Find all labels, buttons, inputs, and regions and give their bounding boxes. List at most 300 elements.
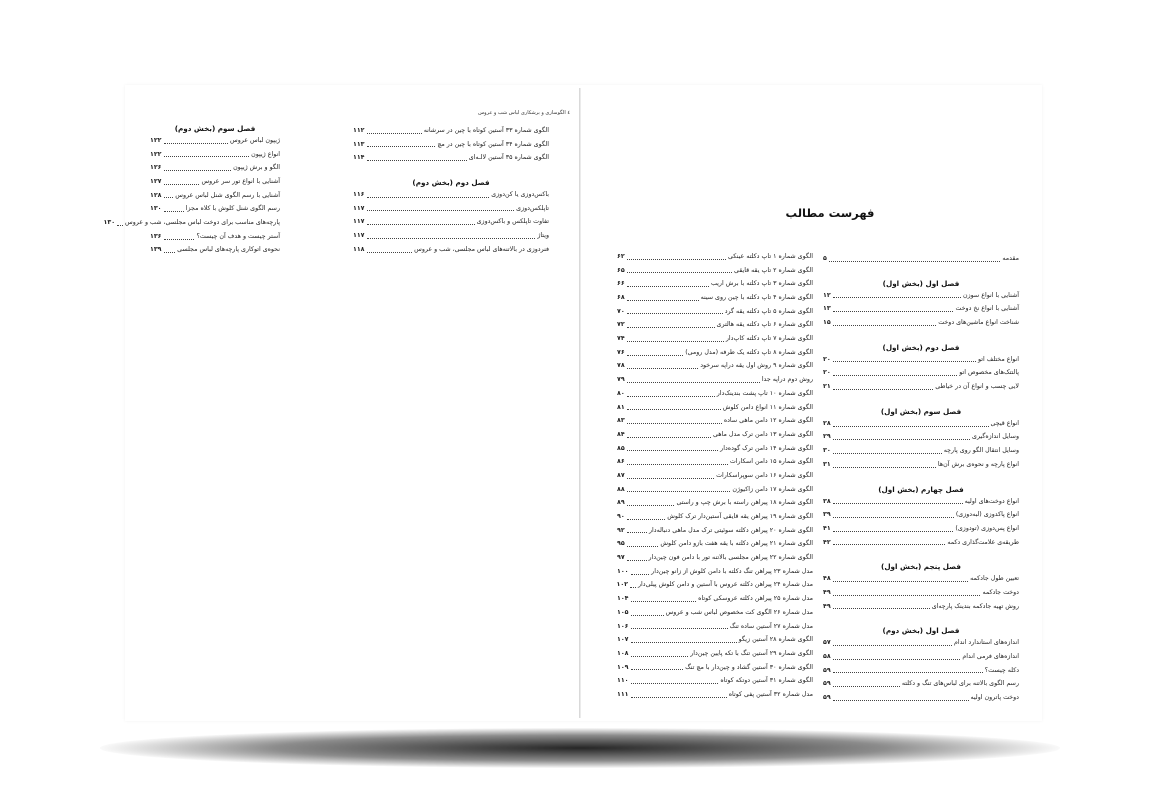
dot-leader [367, 197, 490, 198]
dot-leader [833, 700, 969, 701]
toc-entry [617, 360, 813, 374]
dot-leader [829, 261, 1001, 262]
toc-entry-page-number: ۱۱۷ [353, 204, 365, 212]
dot-leader [833, 531, 954, 532]
section-spacer [823, 330, 1019, 343]
toc-entry-title: الگوی شماره ۲۰ پیراهن دکلته سوئیتی ترک مدل ماهی دنباله‌دار [648, 526, 813, 534]
dot-leader [627, 546, 659, 547]
toc-entry-title: اندازه‌های استاندارد اندام [953, 639, 1019, 647]
toc-entry-page-number: ۶۶ [617, 280, 625, 288]
toc-entry-page-number: ۱۰۵ [617, 608, 629, 616]
toc-entry-page-number: ۱۳۰ [150, 205, 162, 213]
dot-leader [627, 505, 675, 506]
toc-entry [617, 510, 813, 524]
toc-entry-title: مدل شماره ۲۴ پیراهن دکلته عروس با آستین و دامن کلوش پیلی‌دار [638, 581, 813, 589]
toc-entry-title: وسایل اندازه‌گیری [972, 433, 1019, 441]
toc-entry-page-number: ۷۰ [617, 307, 625, 315]
toc-entry [150, 148, 280, 162]
dot-leader [833, 325, 937, 326]
toc-entry-page-number: ۱۱۴ [353, 154, 365, 162]
toc-entry [353, 138, 549, 152]
dot-leader [833, 672, 983, 673]
chapter-heading: فصل سوم (بخش دوم) [174, 124, 256, 133]
dot-leader [627, 519, 666, 520]
toc-entry-page-number: ۱۱۷ [353, 218, 365, 226]
toc-title: فهرست مطالب [785, 206, 875, 220]
toc-entry-page-number: ۹۰ [617, 513, 625, 521]
toc-entry [617, 537, 813, 551]
toc-entry [617, 455, 813, 469]
toc-entry-page-number: ۸۷ [617, 471, 625, 479]
dot-leader [833, 426, 989, 427]
toc-entry-title: الگوی شماره ۴ تاپ دکلته با چین روی سینه [700, 294, 813, 302]
toc-entry-page-number: ۱۱۱ [617, 690, 629, 698]
chapter-heading: فصل اول (بخش اول) [882, 278, 960, 288]
toc-entry [617, 674, 813, 688]
toc-entry-title: دکله چیست؟ [984, 666, 1019, 674]
toc-entry-title: الگوی شماره ۱۴ دامن ترک گوده‌دار [720, 444, 813, 452]
dot-leader [833, 503, 963, 504]
dot-leader [833, 595, 981, 596]
toc-entry-title: روش تهیه جادکمه بندینک پارچه‌ای [931, 602, 1019, 610]
toc-entry [617, 592, 813, 606]
toc-entry-page-number: ۱۱۰ [617, 677, 629, 685]
toc-entry-title: انواع پاکدوزی (لبه‌دوزی) [955, 511, 1019, 519]
toc-entry [353, 202, 549, 216]
dot-leader [631, 656, 689, 657]
toc-entry [823, 366, 1019, 380]
toc-entry-page-number: ۳۹ [823, 511, 831, 519]
toc-entry-title: الگوی شماره ۲۸ آستین زیگو [738, 636, 813, 644]
dot-leader [833, 375, 958, 376]
toc-entry-title: الگوی شماره ۳۱ آستین دوتکه کوتاه [720, 677, 813, 685]
toc-entry-page-number: ۱۲۷ [150, 178, 162, 186]
book-shadow [100, 728, 1060, 768]
dot-leader [627, 259, 726, 260]
chapter-heading: فصل پنجم (بخش اول) [881, 562, 961, 572]
toc-entry-title: نحوه‌ی اتوکاری پارچه‌های لباس مجلسی [177, 246, 280, 254]
toc-entry-page-number: ۶۲ [617, 252, 625, 260]
toc-entry-page-number: ۴۹ [823, 588, 831, 596]
dot-leader [833, 581, 968, 582]
dot-leader [367, 238, 536, 239]
toc-entry-page-number: ۸۴ [617, 430, 625, 438]
toc-entry-title: الگوی شماره ۳ تاپ دکلته با برش اریب [711, 280, 813, 288]
section-spacer [823, 472, 1019, 485]
dot-leader [164, 170, 232, 171]
toc-entry-title: الگوی شماره ۵ تاپ دکلته یقه گرد [724, 307, 813, 315]
toc-entry-title: مدل شماره ۲۵ پیراهن دکلته عروسکی کوتاه [698, 595, 813, 603]
toc-entry-title: اندازه‌های فرمی اندام [962, 653, 1019, 661]
toc-entry-page-number: ۵۹ [823, 694, 831, 702]
toc-entry-title: الگوی شماره ۲۹ آستین تنگ با تکه پایین چین‌دار [690, 649, 813, 657]
toc-entry-title: الگوی شماره ۲ تاپ یقه قایقی [734, 266, 813, 274]
toc-entry-page-number: ۸۳ [617, 417, 625, 425]
toc-entry [617, 633, 813, 647]
toc-entry-page-number: ۱۱۸ [353, 245, 365, 253]
dot-leader [833, 389, 934, 390]
toc-entry-page-number: ۹۲ [617, 526, 625, 534]
toc-entry-title: انواع قیچی [990, 419, 1019, 427]
toc-entry [823, 380, 1019, 394]
toc-entry-page-number: ۱۵ [823, 319, 831, 327]
section-spacer [353, 165, 549, 178]
dot-leader [833, 645, 952, 646]
toc-entry-title: آستر چیست و هدف آن چیست؟ [196, 232, 280, 240]
toc-entry-page-number: ۶۵ [617, 266, 625, 274]
dot-leader [164, 184, 200, 185]
toc-entry [353, 229, 549, 243]
dot-leader [833, 686, 900, 687]
toc-entry-title: مدل شماره ۲۶ الگوی کت مخصوص لباس شب و عروس [665, 608, 813, 616]
toc-entry-page-number: ۳۸ [823, 497, 831, 505]
toc-entry-title: الگوی شماره ۱۵ دامن اسکارات [729, 458, 813, 466]
toc-entry-title: آشنایی با انواع تور سر عروس [201, 178, 280, 186]
toc-column-right-page-b [617, 250, 813, 702]
dot-leader [164, 252, 176, 253]
toc-entry-page-number: ۱۰۷ [617, 636, 629, 644]
dot-leader [164, 143, 229, 144]
toc-entry-title: الگوی شماره ۸ تاپ دکلته یک طرفه (مدل رومی) [685, 348, 813, 356]
toc-entry [823, 495, 1019, 509]
section-spacer [823, 549, 1019, 562]
dot-leader [117, 225, 123, 226]
toc-entry [617, 387, 813, 401]
dot-leader [833, 467, 936, 468]
toc-entry [617, 401, 813, 415]
dot-leader [627, 560, 647, 561]
dot-leader [164, 211, 184, 212]
section-spacer [823, 613, 1019, 626]
toc-entry-title: مدل شماره ۲۷ آستین ساده تنگ [729, 622, 813, 630]
dot-leader [631, 683, 719, 684]
toc-entry-title: انواع پارچه و نحوه‌ی برش آن‌ها [937, 460, 1019, 468]
toc-entry-title: لایی چسب و انواع آن در خیاطی [935, 383, 1019, 391]
dot-leader [627, 532, 647, 533]
dot-leader [627, 478, 714, 479]
dot-leader [164, 239, 195, 240]
toc-entry-title: الگوی شماره ۱۷ دامن زاکیوژن [732, 485, 813, 493]
dot-leader [627, 409, 721, 410]
toc-entry-title: الگوی شماره ۲۲ پیراهن مجلسی بالاتنه تور با دامن فون چین‌دار [648, 554, 813, 562]
toc-entry [823, 636, 1019, 650]
toc-entry [617, 496, 813, 510]
toc-entry [150, 230, 280, 244]
toc-entry-title: الگوی شماره ۱۱ انواع دامن کلوش [722, 403, 813, 411]
toc-entry-page-number: ۱۲۲ [150, 136, 162, 144]
toc-entry-title: ویتاژ [537, 232, 549, 240]
toc-entry-title: الگوی شماره ۱ تاپ دکلته عینکی [728, 252, 813, 260]
toc-entry-page-number: ۸۹ [617, 499, 625, 507]
dot-leader [627, 382, 760, 383]
dot-leader [833, 311, 954, 312]
toc-entry-title: دوخت جادکمه [982, 588, 1019, 596]
toc-entry-page-number: ۳۰ [823, 447, 831, 455]
dot-leader [833, 517, 954, 518]
toc-entry-title: شناخت انواع ماشین‌های دوخت [938, 319, 1019, 327]
toc-entry-page-number: ۶۸ [617, 294, 625, 302]
toc-entry [617, 620, 813, 634]
toc-entry [150, 134, 280, 148]
dot-leader [833, 659, 961, 660]
toc-entry [617, 606, 813, 620]
dot-leader [627, 300, 699, 301]
toc-entry [353, 151, 549, 165]
toc-entry-page-number: ۲۱ [823, 383, 831, 391]
dot-leader [627, 491, 731, 492]
dot-leader [627, 272, 732, 273]
toc-entry [617, 661, 813, 675]
toc-entry-page-number: ۱۰۰ [617, 567, 629, 575]
dot-leader [631, 669, 684, 670]
toc-entry-title: طریقه‌ی علامت‌گذاری دکمه [947, 538, 1019, 546]
toc-entry-title: الگوی شماره ۱۰ تاپ پشت بندینک‌دار [716, 389, 813, 397]
toc-entry-page-number: ۱۰۴ [617, 595, 629, 603]
toc-entry-title: وسایل انتقال الگو روی پارچه [943, 447, 1019, 455]
toc-entry-page-number: ۴۹ [823, 602, 831, 610]
dot-leader [627, 286, 709, 287]
toc-entry-title: مقدمه [1002, 254, 1019, 262]
dot-leader [631, 615, 664, 616]
toc-entry-title: تعیین طول جادکمه [970, 575, 1019, 583]
toc-entry-page-number: ۱۲ [823, 291, 831, 299]
dot-leader [631, 601, 697, 602]
toc-entry [353, 124, 549, 138]
toc-entry-page-number: ۷۹ [617, 376, 625, 384]
toc-entry-page-number: ۳۱ [823, 460, 831, 468]
dot-leader [627, 423, 722, 424]
toc-entry-page-number: ۱۲۸ [150, 191, 162, 199]
toc-entry [617, 524, 813, 538]
toc-entry-title: مدل شماره ۳۲ آستین پفی کوتاه [728, 690, 813, 698]
toc-entry [823, 316, 1019, 330]
dot-leader [164, 197, 174, 198]
toc-entry [617, 373, 813, 387]
toc-entry-title: الگوی شماره ۱۹ پیراهن یقه قایقی آستین‌دار ترک کلوش [667, 513, 813, 521]
toc-entry [823, 302, 1019, 316]
dot-leader [367, 210, 515, 211]
toc-entry-page-number: ۱۲۲ [150, 150, 162, 158]
toc-entry [823, 458, 1019, 472]
dot-leader [833, 297, 961, 298]
toc-entry [823, 289, 1019, 303]
toc-entry [617, 469, 813, 483]
toc-entry-page-number: ۷۴ [617, 335, 625, 343]
toc-entry [617, 332, 813, 346]
toc-entry [617, 277, 813, 291]
toc-entry-title: دوخت پاترون اولیه [970, 694, 1019, 702]
toc-entry [617, 291, 813, 305]
toc-entry-title: الگوی شماره ۱۲ دامن ماهی ساده [723, 417, 813, 425]
dot-leader [833, 439, 970, 440]
toc-entry-title: رسم الگوی شنل کلوش با کلاه مجزا [185, 205, 280, 213]
toc-entry-title: پارچه‌های مناسب برای دوخت لباس مجلسی، شب و عروس [125, 219, 280, 227]
toc-entry-page-number: ۱۳۶ [150, 232, 162, 240]
toc-entry [617, 305, 813, 319]
dot-leader [833, 544, 946, 545]
toc-entry [823, 252, 1019, 266]
toc-entry-title: الگوی شماره ۳۳ آستین کوتاه با چین در سرشانه [423, 126, 549, 134]
toc-entry-page-number: ۱۱۷ [353, 232, 365, 240]
dot-leader [627, 450, 718, 451]
dot-leader [630, 587, 636, 588]
toc-entry-title: انواع پس‌دوزی (تودوزی) [955, 524, 1019, 532]
toc-entry-title: انواع دوخت‌های اولیه [964, 497, 1019, 505]
dot-leader [367, 224, 475, 225]
dot-leader [627, 313, 723, 314]
toc-entry-page-number: ۹۵ [617, 540, 625, 548]
toc-entry [103, 216, 280, 230]
toc-entry-page-number: ۱۳۰ [103, 219, 116, 227]
toc-entry-page-number: ۸۵ [617, 444, 625, 452]
toc-entry [823, 691, 1019, 705]
toc-entry-title: الگوی شماره ۱۶ دامن سوپراسکارات [716, 471, 813, 479]
toc-entry [617, 250, 813, 264]
toc-entry-page-number: ۱۲۶ [150, 164, 162, 172]
toc-entry-page-number: ۱۰۹ [617, 663, 629, 671]
toc-entry-page-number: ۴۸ [823, 575, 831, 583]
section-spacer [823, 394, 1019, 407]
toc-entry-title: الگوی شماره ۱۳ دامن ترک مدل ماهی [713, 430, 813, 438]
toc-entry-page-number: ۵۸ [823, 653, 831, 661]
toc-entry-page-number: ۸۱ [617, 403, 625, 411]
toc-entry-page-number: ۷۸ [617, 362, 625, 370]
toc-entry-page-number: ۲۸ [823, 419, 831, 427]
toc-entry-title: روش دوم دراپه جدا [761, 376, 813, 384]
toc-entry-title: الگوی شماره ۶ تاپ دکلته یقه هالتری [716, 321, 813, 329]
dot-leader [367, 146, 436, 147]
dot-leader [833, 608, 930, 609]
toc-entry-title: تاپلکس‌دوزی [516, 204, 549, 212]
toc-entry [150, 175, 280, 189]
toc-entry [150, 202, 280, 216]
toc-entry-title: الگوی شماره ۲۱ پیراهن دکلته با یقه هفت بازو دامن کلوش [660, 540, 813, 548]
toc-entry-title: فنردوزی در بالاتنه‌های لباس مجلسی، شب و عروس [414, 245, 549, 253]
toc-entry [617, 414, 813, 428]
toc-entry-title: الگوی شماره ۳۰ آستین گشاد و چین‌دار با مچ تنگ [685, 663, 813, 671]
dot-leader [367, 252, 413, 253]
toc-entry-title: پالتتک‌های مخصوص اتو [959, 369, 1019, 377]
toc-entry [823, 431, 1019, 445]
toc-entry [823, 536, 1019, 550]
dot-leader [627, 396, 715, 397]
toc-entry-page-number: ۲۰ [823, 355, 831, 363]
toc-entry [823, 572, 1019, 586]
toc-entry-page-number: ۵۹ [823, 680, 831, 688]
toc-entry-page-number: ۲۰ [823, 369, 831, 377]
toc-entry-page-number: ۱۱۲ [353, 126, 365, 134]
toc-entry [617, 647, 813, 661]
toc-entry [617, 579, 813, 593]
dot-leader [627, 464, 728, 465]
toc-entry [353, 215, 549, 229]
dot-leader [627, 341, 724, 342]
book-gutter [579, 88, 581, 718]
toc-entry-title: آشنایی با انواع سوزن [963, 291, 1019, 299]
toc-entry [823, 677, 1019, 691]
toc-entry [617, 551, 813, 565]
toc-entry-page-number: ۲۹ [823, 433, 831, 441]
dot-leader [164, 156, 250, 157]
dot-leader [367, 160, 467, 161]
toc-entry [353, 188, 549, 202]
toc-entry-page-number: ۸۰ [617, 389, 625, 397]
dot-leader [631, 642, 737, 643]
toc-entry-page-number: ۵۹ [823, 666, 831, 674]
running-head: ٤ الگوسازی و برشکاری لباس شب و عروس [478, 110, 570, 116]
toc-entry-page-number: ۱۰۶ [617, 622, 629, 630]
dot-leader [627, 355, 684, 356]
toc-entry-title: باکس‌دوزی یا کن‌دوزی [491, 191, 549, 199]
toc-entry-title: الگوی شماره ۳۴ آستین کوتاه با چین در مچ [437, 140, 549, 148]
toc-entry-page-number: ۱۰۸ [617, 649, 629, 657]
toc-entry-title: آشنایی با انواع نخ دوخت [955, 305, 1019, 313]
toc-entry-page-number: ۱۱۶ [353, 191, 365, 199]
toc-entry [617, 428, 813, 442]
toc-entry [150, 244, 280, 258]
toc-entry-title: تفاوت تاپلکس و باکس‌دوزی [476, 218, 549, 226]
chapter-heading: فصل چهارم (بخش اول) [878, 484, 964, 494]
toc-entry-title: انواع مختلف اتو [978, 355, 1019, 363]
dot-leader [627, 368, 699, 369]
toc-column-right-page-a [823, 252, 1019, 705]
toc-entry [617, 688, 813, 702]
toc-entry [823, 508, 1019, 522]
section-spacer [823, 266, 1019, 279]
chapter-heading: فصل سوم (بخش اول) [880, 406, 962, 416]
toc-entry [617, 264, 813, 278]
toc-entry-page-number: ۹۷ [617, 554, 625, 562]
toc-entry-page-number: ۵ [823, 254, 827, 262]
toc-entry [823, 586, 1019, 600]
toc-entry-title: ژیپون لباس عروس [230, 136, 280, 144]
toc-entry [823, 664, 1019, 678]
toc-column-left-page-a [353, 124, 549, 257]
toc-entry [823, 444, 1019, 458]
toc-entry [353, 243, 549, 257]
toc-entry-title: الگوی شماره ۷ تاپ دکلته کاپ‌دار [725, 335, 813, 343]
toc-entry-page-number: ۷۲ [617, 321, 625, 329]
toc-entry-page-number: ۱۳۹ [150, 246, 162, 254]
toc-entry-page-number: ۱۱۳ [353, 140, 365, 148]
chapter-heading: فصل اول (بخش دوم) [882, 626, 960, 636]
dot-leader [627, 437, 711, 438]
toc-entry-page-number: ۷۶ [617, 348, 625, 356]
toc-entry-title: الگوی شماره ۹ روش اول یقه دراپه سرخود [700, 362, 813, 370]
toc-entry-title: آشنایی با رسم الگوی شنل لباس عروس [175, 191, 280, 199]
chapter-heading: فصل دوم (بخش اول) [882, 342, 960, 352]
toc-entry-page-number: ۴۱ [823, 524, 831, 532]
toc-entry-page-number: ۵۷ [823, 639, 831, 647]
toc-entry [150, 161, 280, 175]
toc-entry [823, 600, 1019, 614]
toc-entry [823, 417, 1019, 431]
toc-entry [823, 650, 1019, 664]
toc-entry-title: الگوی شماره ۱۸ پیراهن راسته با برش چپ و راستی [676, 499, 813, 507]
toc-entry-page-number: ۴۲ [823, 538, 831, 546]
toc-entry [617, 346, 813, 360]
dot-leader [631, 697, 727, 698]
dot-leader [367, 133, 422, 134]
toc-entry-title: رسم الگوی بالاتنه برای لباس‌های تنگ و دکلته [901, 680, 1019, 688]
dot-leader [833, 361, 976, 362]
dot-leader [631, 574, 650, 575]
chapter-heading: فصل دوم (بخش دوم) [412, 178, 490, 188]
toc-entry-page-number: ۱۰۲ [616, 581, 629, 589]
toc-entry-title: الگو و برش ژیپون [233, 164, 280, 172]
dot-leader [631, 628, 728, 629]
toc-entry-page-number: ۱۳ [823, 305, 831, 313]
